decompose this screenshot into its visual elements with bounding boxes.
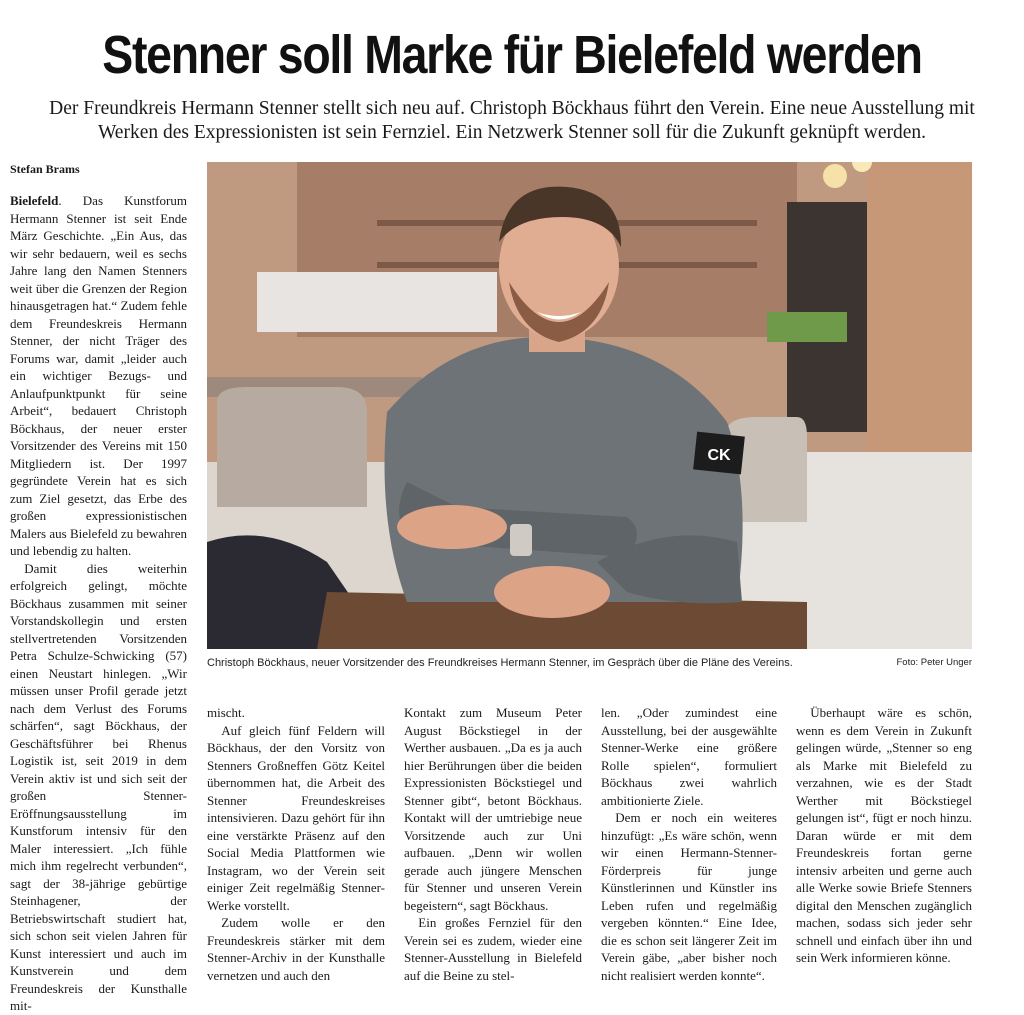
counter: [257, 272, 497, 332]
article-column-4: [601, 704, 777, 984]
author-byline: Stefan Brams: [10, 162, 80, 176]
photo-illustration: [207, 162, 972, 649]
article-photo: [207, 162, 972, 649]
photo-credit: Foto: Peter Unger: [896, 657, 972, 668]
person-hand: [494, 566, 610, 618]
headline: Stenner soll Marke für Bielefeld werden: [102, 25, 922, 85]
wristwatch: [510, 524, 532, 556]
article-column-5: [796, 704, 972, 967]
article-paragraph: Überhaupt wäre es schön, wenn es dem Verein in Zukunft gelingen würde, „Stenner so eng als Marke mit Bielefeld zu verzahnen, wie es der Stadt Werther mit Böckstiegel gelungen ist“, fügt er noch hinzu. Daran würde er mit dem Freundeskreis fortan gerne intensiv arbeiten und gerne auch alle Werke sowie Briefe Stenners digital den Menschen zugänglich machen, sodass sich jeder sehr schnell und einfach über ihn und sein Werk informieren könne.: [796, 705, 972, 965]
sleeve-logo-text: CK: [707, 447, 731, 464]
article-paragraph: Kontakt zum Museum Peter August Böckstiegel in der Werther ausbauen. „Da es ja auch hier Berührungen über die beiden Expressionisten Böckstiegel und Stenner gibt“, betont Böckhaus. Kontakt will der umtriebige neue Vorsitzende auch zur Uni aufbauen. „Denn wir wollen gerade auch jüngere Menschen für Stenner und unseren Verein begeistern“, sagt Böckhaus.: [404, 705, 582, 913]
article-paragraph: Dem er noch ein weiteres hinzufügt: „Es wäre schön, wenn wir einen Hermann-Stenner-Förderpreis für junge Künstlerinnen und Künstler ins Leben rufen und regelmäßig vergeben könnten.“ Eine Idee, die es schon seit längerer Zeit im Verein gäbe, „aber bisher noch nicht realisiert werden konnte“.: [601, 810, 777, 983]
person-hand: [397, 505, 507, 549]
article-column-1: [10, 192, 187, 1015]
cafe-chair: [217, 387, 367, 507]
ceiling-lamp: [823, 164, 847, 188]
article-paragraph: Ein großes Fernziel für den Verein sei es zudem, wieder eine Stenner-Ausstellung in Bielefeld auf die Beine zu stel-: [404, 915, 582, 983]
plant: [767, 312, 847, 342]
dateline: Bielefeld: [10, 193, 59, 208]
article-column-2: [207, 704, 385, 984]
article-paragraph: Auf gleich fünf Feldern will Böckhaus, der den Vorsitz von Stenners Großneffen Götz Keitel übernommen hat, die Arbeit des Stenner Freundeskreises intensivieren. Dazu gehört für ihn eine verstärkte Präsenz auf den Social Media Plattformen wie Instagram, wo der Verein seit einiger Zeit regelmäßig Stenner-Werke vorstellt.: [207, 722, 385, 913]
article-column-3: [404, 704, 582, 984]
subheadline: Der Freundkreis Hermann Stenner stellt sich neu auf. Christoph Böckhaus führt den Verein. Eine neue Ausstellung mit Werken des Expressionisten ist sein Fernziel. Ein Netzwerk Stenner soll für die Zukunft geknüpft werden.: [49, 98, 975, 143]
caption-text: Christoph Böckhaus, neuer Vorsitzender des Freundkreises Hermann Stenner, im Gespräch über die Pläne des Vereins.: [207, 657, 793, 669]
photo-caption: [207, 656, 972, 670]
side-wall: [867, 162, 972, 462]
article-paragraph: mischt.: [207, 705, 245, 720]
article-paragraph: len. „Oder zumindest eine Ausstellung, bei der ausgewählte Stenner-Werke eine größere Rolle spielen“, formuliert Böckhaus zwei wahrlich ambitionierte Ziele.: [601, 705, 777, 808]
article-paragraph: [10, 192, 187, 560]
article-paragraph: Zudem wolle er den Freundeskreis stärker mit dem Stenner-Archiv in der Kunsthalle vernetzen und auch den: [207, 915, 385, 983]
article-paragraph: Damit dies weiterhin erfolgreich gelingt, möchte Böckhaus zusammen mit seiner Vorstandskollegin und ersten stellvertretenden Vorsitzenden Petra Schulze-Schwicking (57) einen Neustart hinlegen. „Wir müssen unser Profil gerade jetzt nach dem Verlust des Forums schärfen“, sagt Böckhaus, der Geschäftsführer bei Rhenus Logistik ist, seit 2019 in dem Verein aktiv ist und sich seit der großen Stenner-Eröffnungsausstellung im Kunstforum intensiv für den Maler interessiert. „Ich fühle mich ihm regelrecht verbunden“, sagt der 38-jährige gebürtige Steinhagener, der Betriebswirtschaft studiert hat, sich schon seit vielen Jahren für Kunst interessiert und auch im Kunstverein und dem Freundeskreis der Kunsthalle mit-: [10, 560, 187, 1013]
paragraph-text: . Das Kunstforum Hermann Stenner ist seit Ende März Geschichte. „Ein Aus, das wir sehr bedauern, weil es sechs Jahre lang den Namen Stenners weit über die Grenzen der Region hinausgetragen hat.“ Zudem fehle dem Freundeskreis Hermann Stenner, der nicht Träger des Forums war, damit „leider auch ein wichtiger Bezugs- und Anlaufpunktpunkt für seine Arbeit“, bedauert Christoph Böckhaus, der neuer erster Vorsitzender des Vereins mit 150 Mitgliedern ist. Der 1997 gegründete Verein hat es sich zum Ziel gesetzt, das Erbe des großen expressionistischen Malers aus Bielefeld zu bewahren und lebendig zu halten.: [10, 193, 187, 558]
